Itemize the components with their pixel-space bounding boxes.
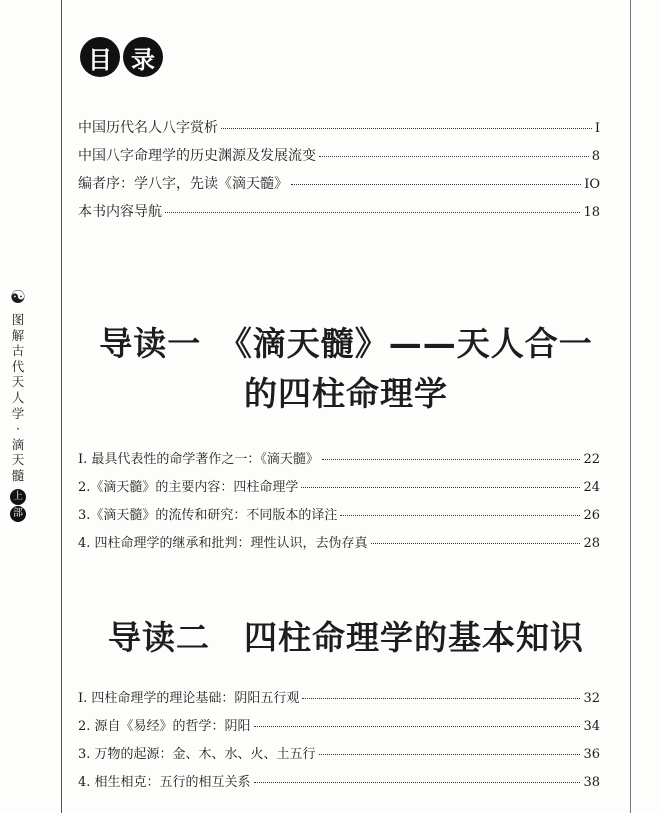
toc-entry-page: 34 xyxy=(583,719,600,734)
side-char: 解 xyxy=(11,327,25,343)
side-char: 天 xyxy=(11,374,25,390)
side-book-title xyxy=(8,288,28,522)
toc-entry-title: 编者序：学八字，先读《滴天髓》 xyxy=(78,176,288,192)
toc-entry[interactable] xyxy=(78,145,600,173)
dot-leader xyxy=(254,726,581,727)
toc-entry-title: 本书内容导航 xyxy=(78,204,162,220)
toc-entry-title: 4. 相生相克：五行的相互关系 xyxy=(78,775,251,790)
side-char: 天 xyxy=(11,452,25,468)
toc-entry-page: I xyxy=(594,121,600,136)
toc-entry-page: 26 xyxy=(583,508,600,523)
toc-entry-title: I. 最具代表性的命学著作之一：《滴天髓》 xyxy=(78,452,319,467)
toc-entry-page: 36 xyxy=(583,747,600,762)
part2-list xyxy=(78,687,600,799)
toc-entry[interactable] xyxy=(78,715,600,743)
toc-entry[interactable] xyxy=(78,771,600,799)
toc-entry-page: 22 xyxy=(583,452,600,467)
dot-leader xyxy=(291,184,581,185)
side-char: 学 xyxy=(11,405,25,421)
toc-entry[interactable] xyxy=(78,687,600,715)
toc-entry-page: 18 xyxy=(583,205,600,220)
side-char: 古 xyxy=(11,343,25,359)
dot-leader xyxy=(165,212,580,213)
right-margin-rule xyxy=(630,0,631,813)
dot-leader xyxy=(322,459,581,460)
side-char: 图 xyxy=(11,312,25,327)
toc-entry[interactable] xyxy=(78,476,600,504)
dot-leader xyxy=(319,156,589,157)
side-char: 代 xyxy=(11,358,25,374)
dot-leader xyxy=(254,782,581,783)
dot-leader xyxy=(319,754,581,755)
toc-entry-title: 2.《滴天髓》的主要内容：四柱命理学 xyxy=(78,480,299,495)
page-title xyxy=(80,37,163,77)
title-char-badge: 录 xyxy=(123,37,163,77)
toc-entry-page: 32 xyxy=(583,691,600,706)
dot-leader xyxy=(301,487,580,488)
toc-entry-title: I. 四柱命理学的理论基础：阴阳五行观 xyxy=(78,691,300,706)
toc-entry[interactable] xyxy=(78,448,600,476)
volume-char: 上 xyxy=(10,489,26,505)
toc-entry-page: IO xyxy=(584,177,600,192)
volume-char: 部 xyxy=(10,506,26,522)
toc-entry-page: 8 xyxy=(591,149,600,164)
toc-entry-page: 24 xyxy=(583,480,600,495)
toc-entry[interactable] xyxy=(78,201,600,229)
toc-entry[interactable] xyxy=(78,173,600,201)
volume-badge xyxy=(10,488,26,522)
title-char-badge: 目 xyxy=(80,37,120,77)
front-matter-list xyxy=(78,117,600,229)
toc-entry-title: 2. 源自《易经》的哲学：阴阳 xyxy=(78,719,251,734)
toc-entry-title: 中国八字命理学的历史渊源及发展流变 xyxy=(78,148,316,164)
dot-leader xyxy=(340,515,580,516)
toc-entry-title: 3.《滴天髓》的流传和研究：不同版本的译注 xyxy=(78,508,338,523)
part1-title-line2: 的四柱命理学 xyxy=(244,374,448,413)
side-char: 滴 xyxy=(11,436,25,452)
side-char: 髓 xyxy=(11,467,25,483)
part2-title: 导读二 四柱命理学的基本知识 xyxy=(108,618,584,657)
side-char: 人 xyxy=(11,389,25,405)
toc-entry-page: 28 xyxy=(583,536,600,551)
side-separator: · xyxy=(16,421,20,437)
part1-list xyxy=(78,448,600,560)
toc-entry[interactable] xyxy=(78,743,600,771)
toc-entry[interactable] xyxy=(78,532,600,560)
side-series-title xyxy=(12,312,25,484)
dot-leader xyxy=(221,128,592,129)
toc-entry-page: 38 xyxy=(583,775,600,790)
toc-entry-title: 3. 万物的起源：金、木、水、火、土五行 xyxy=(78,747,316,762)
toc-entry[interactable] xyxy=(78,117,600,145)
dot-leader xyxy=(371,543,581,544)
toc-entry-title: 中国历代名人八字赏析 xyxy=(78,120,218,136)
toc-entry-title: 4. 四柱命理学的继承和批判：理性认识，去伪存真 xyxy=(78,536,368,551)
part1-title-line1: 导读一 《滴天髓》——天人合一 xyxy=(99,324,593,363)
dot-leader xyxy=(302,698,580,699)
toc-entry[interactable] xyxy=(78,504,600,532)
yin-yang-icon: ☯ xyxy=(9,287,27,308)
